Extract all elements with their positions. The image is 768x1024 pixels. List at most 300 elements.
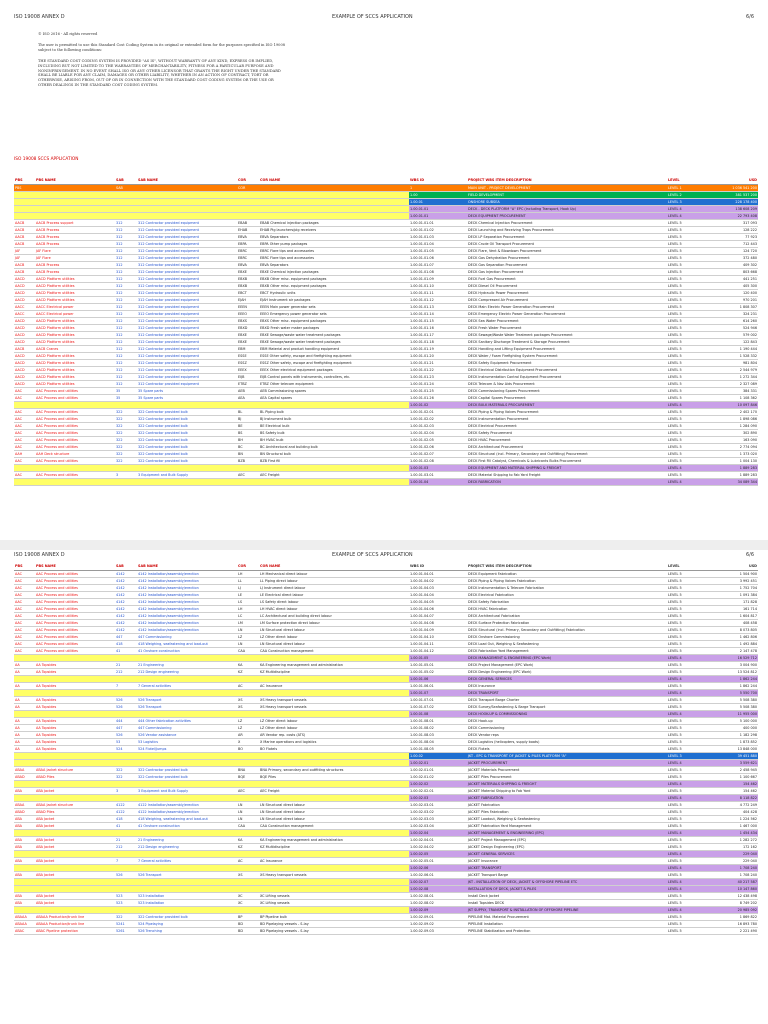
cell-wbs-id: 1.00.02.09.02 [409, 921, 467, 928]
cell-wbs-description: DECK Electrical Procurement [467, 423, 667, 430]
cell-level: LEVEL 5 [667, 437, 707, 444]
cell-cor-name: EEEO Emergency power generator sets [259, 311, 409, 318]
cell-cor: EJAH [237, 297, 259, 304]
cell-wbs-id: 1.00.01.01.09 [409, 276, 467, 283]
cell-pbs-name: AAC Process and utilities [35, 388, 115, 395]
cell-sab-name: 21 Engineering [137, 837, 237, 844]
cell-cor-name: KA Engineering management and administration [259, 837, 409, 844]
cell-wbs-description: DECK Commissioning Spares Procurement [467, 388, 667, 395]
cell-wbs-description: MAIN UNIT - PROJECT DEVELOPMENT [467, 185, 667, 192]
table-row [14, 297, 758, 304]
cell-sab: 312 [115, 332, 137, 339]
table-row [14, 444, 758, 451]
table-row [14, 893, 758, 900]
cell-cor-name: EEEX Other electrical equipment packages [259, 367, 409, 374]
cell-cor-name: BN Structural bulk [259, 451, 409, 458]
cell-sab-name: 4142 Installation/assembly/erection [137, 613, 237, 620]
cell-pbs [14, 402, 35, 409]
cell-level: LEVEL 5 [667, 662, 707, 669]
cell-pbs-name: ABAA Jacket structure [35, 767, 115, 774]
cell-level: LEVEL 5 [667, 697, 707, 704]
section-title: ISO 19008 SCCS APPLICATION [14, 157, 79, 162]
cell-pbs-name: AACD Platform utilities [35, 332, 115, 339]
column-header-cor: COR [237, 176, 259, 185]
cell-cor-name: BNA Primary, secondary and outfitting structures [259, 767, 409, 774]
cell-cor [237, 865, 259, 872]
cell-wbs-id: 1.00.01.01.03 [409, 234, 467, 241]
column-header-cor: COR [237, 562, 259, 571]
table-header-row [14, 562, 758, 571]
table-row [14, 753, 758, 760]
cell-pbs [14, 830, 35, 837]
cell-cor [237, 711, 259, 718]
cell-level: LEVEL 5 [667, 893, 707, 900]
cell-wbs-description: Install Topsides DECK [467, 900, 667, 907]
table-row [14, 676, 758, 683]
cell-cor [237, 690, 259, 697]
cell-usd: 8 073 805 [707, 627, 758, 634]
cell-usd: 2 402 170 [707, 409, 758, 416]
table-row [14, 921, 758, 928]
cell-usd: 1 373 020 [707, 451, 758, 458]
cell-level: LEVEL 5 [667, 318, 707, 325]
cell-wbs-description: DECK Compressed Air Procurement [467, 297, 667, 304]
cell-wbs-id: 1.00.01.04.01 [409, 571, 467, 578]
cell-cor [237, 655, 259, 662]
table-row [14, 360, 758, 367]
cell-cor: LM [237, 620, 259, 627]
cell-level: LEVEL 5 [667, 606, 707, 613]
cell-cor [237, 465, 259, 472]
cell-pbs: AAC [14, 416, 35, 423]
cell-sab-name [137, 851, 237, 858]
cell-level: LEVEL 5 [667, 227, 707, 234]
cell-wbs-id: 1.00.01.02.02 [409, 416, 467, 423]
cell-cor-name: EBM Material and product handling equipment [259, 346, 409, 353]
cell-cor-name: KA Engineering management and administration [259, 662, 409, 669]
cell-cor-name [259, 781, 409, 788]
cell-wbs-id: 1.00.02.09 [409, 907, 467, 914]
cell-cor: LN [237, 641, 259, 648]
cell-wbs-id: 1.00.01.04.07 [409, 613, 467, 620]
cell-pbs: AAC [14, 437, 35, 444]
cell-pbs-name: AAC Process and utilities [35, 620, 115, 627]
table-row [14, 395, 758, 402]
cell-wbs-description: DECK Material Shipping to Fab Yard Freight [467, 472, 667, 479]
cell-cor-name: LM Surface protection direct labour [259, 620, 409, 627]
cell-pbs: AA [14, 725, 35, 732]
cell-wbs-id: 1.00.01.06.01 [409, 683, 467, 690]
cell-pbs: AACB [14, 262, 35, 269]
cell-sab-name [137, 199, 237, 206]
copyright-line: © ISO 2016 - All rights reserved [38, 32, 98, 36]
cell-sab: 312 [115, 381, 137, 388]
cell-wbs-description: DECK GENERAL SERVICES [467, 676, 667, 683]
cell-sab: 21 [115, 837, 137, 844]
cell-cor [237, 192, 259, 199]
cell-wbs-description: DECK EQUIPMENT AND MATERIAL SHIPPING & FREIGHT [467, 465, 667, 472]
cell-cor-name: BJ Instrument bulk [259, 416, 409, 423]
column-header-level: LEVEL [667, 562, 707, 571]
cell-sab: 322 [115, 451, 137, 458]
cell-cor: EBCT [237, 290, 259, 297]
cell-pbs-name [35, 830, 115, 837]
cell-usd: 171 828 [707, 599, 758, 606]
cell-cor-name [259, 199, 409, 206]
cell-sab-name: 4142 Installation/assembly/erection [137, 606, 237, 613]
cell-pbs-name: AACD Platform utilities [35, 360, 115, 367]
cell-wbs-id: 1.00.01.04 [409, 479, 467, 486]
cell-pbs: AAC [14, 592, 35, 599]
table-row [14, 900, 758, 907]
cell-wbs-description: DECK EQUIPMENT PROCUREMENT [467, 213, 667, 220]
disclaimer-text: THE STANDARD COST CODING SYSTEM IS PROVIDED "AS IS", WITHOUT WARRANTY OF ANY KIND, EXPRESS OR IMPLIED, INCLUDING BUT NOT LIMITED TO THE WARRANTIES OF MERCHANTABILITY, FITNESS FOR A PARTICULAR PURPOSE AND NONINFRINGEMENT. IN NO EVENT SHALL ISO OR ANY OTHER LICENSOR THAT GRANTS THE RIGHT UNDER THE STANDARD SHALL BE LIABLE FOR ANY CLAIM, DAMAGES OR OTHER LIABILITY, WHETHER IN AN ACTION OF CONTRACT, TORT OR OTHERWISE, ARISING FROM, OUT OF OR IN CONNECTION WITH THE STANDARD COST CODING SYSTEM OR THE USE OR OTHER DEALINGS IN THE STANDARD COST CODING SYSTEM. [38, 58, 281, 88]
cell-cor: AR [237, 732, 259, 739]
cell-pbs-name: AAC Process and utilities [35, 606, 115, 613]
cell-cor: AEB [237, 388, 259, 395]
cell-cor: KZ [237, 844, 259, 851]
cell-wbs-description: JACKET Piles Procurement [467, 774, 667, 781]
cell-wbs-description: DECK HOOK-UP & COMMISSIONING [467, 711, 667, 718]
cell-wbs-id: 1.00.02.04 [409, 830, 467, 837]
cell-cor-name: EBRC Flare tips and accessories [259, 248, 409, 255]
cell-cor-name: LS Safety direct labour [259, 599, 409, 606]
cell-wbs-description: DECK Diesel Oil Procurement [467, 283, 667, 290]
cell-level: LEVEL 4 [667, 479, 707, 486]
cell-wbs-id: 1.00.02.08.01 [409, 893, 467, 900]
cell-pbs: PBS [14, 185, 35, 192]
cell-cor: EHAB [237, 227, 259, 234]
cell-wbs-description: FIELD DEVELOPMENT [467, 192, 667, 199]
table-row [14, 613, 758, 620]
cell-cor-name [259, 851, 409, 858]
table-row [14, 620, 758, 627]
cell-cor-name: BQE Piles [259, 774, 409, 781]
cell-cor: CAA [237, 648, 259, 655]
cell-pbs [14, 465, 35, 472]
cell-wbs-id: 1.00.02.03.01 [409, 802, 467, 809]
cell-cor-name [259, 886, 409, 893]
cell-cor [237, 851, 259, 858]
cell-pbs: AAC [14, 430, 35, 437]
cell-wbs-id: 1.00.02 [409, 753, 467, 760]
cell-wbs-description: JACKET Insurance [467, 858, 667, 865]
cell-wbs-id: 1.00.01.01 [409, 213, 467, 220]
table-row [14, 220, 758, 227]
cell-cor: EEEO [237, 311, 259, 318]
cell-wbs-id: 1.00.02.05.01 [409, 858, 467, 865]
cell-usd: 1 492 884 [707, 641, 758, 648]
cell-sab-name: 4142 Installation/assembly/erection [137, 592, 237, 599]
cell-pbs-name: AACD Platform utilities [35, 353, 115, 360]
cell-pbs-name: AAC Process and utilities [35, 613, 115, 620]
cell-cor-name [259, 479, 409, 486]
cell-wbs-id: 1.00.01.04.02 [409, 578, 467, 585]
table-row [14, 606, 758, 613]
table-header-row [14, 176, 758, 185]
cell-usd: 1 284 090 [707, 423, 758, 430]
cell-level: LEVEL 5 [667, 704, 707, 711]
cell-usd: 579 002 [707, 332, 758, 339]
table-row [14, 830, 758, 837]
cell-cor [237, 795, 259, 802]
cell-sab-name: 523 Installation [137, 893, 237, 900]
cell-sab: 41 [115, 823, 137, 830]
cell-usd: 2 774 094 [707, 444, 758, 451]
cell-level: LEVEL 5 [667, 816, 707, 823]
cell-sab-name: 212 Design engineering [137, 669, 237, 676]
cell-wbs-id: 1.00.02.07 [409, 879, 467, 886]
column-header-sab: SAB [115, 562, 137, 571]
cell-sab: 312 [115, 269, 137, 276]
cell-pbs-name: ABA Jacket [35, 844, 115, 851]
cell-cor [237, 676, 259, 683]
cell-sab [115, 199, 137, 206]
cell-pbs-name: AA Topsides [35, 704, 115, 711]
cell-sab [115, 781, 137, 788]
cell-cor-name: EEEN Main power generator sets [259, 304, 409, 311]
cell-cor-name: BD Pipelaying vessels - S-lay [259, 921, 409, 928]
cell-wbs-description: DECK MANAGEMENT & ENGINEERING (EPC Work) [467, 655, 667, 662]
cell-cor: AEC [237, 472, 259, 479]
cell-pbs: AACB [14, 241, 35, 248]
cell-usd: 408 458 [707, 620, 758, 627]
cell-pbs: AACB [14, 346, 35, 353]
cell-wbs-id: 1.00.01.01.13 [409, 304, 467, 311]
cell-level: LEVEL 5 [667, 634, 707, 641]
cell-wbs-description: JKT SUPPLY, TRANSPORT & INSTALLATION OF OFFSHORE PIPELINE [467, 907, 667, 914]
cell-sab: 526 [115, 704, 137, 711]
cell-pbs-name: AACD Platform utilities [35, 325, 115, 332]
cell-sab-name [137, 402, 237, 409]
cell-pbs: AAC [14, 641, 35, 648]
cell-cor-name [259, 830, 409, 837]
cell-wbs-description: DECK Instrumentation & Telecom Fabrication [467, 585, 667, 592]
cell-usd: 1 808 307 [707, 304, 758, 311]
cell-cor: CAA [237, 823, 259, 830]
cell-sab-name: 312 Contractor provided equipment [137, 311, 237, 318]
cell-usd: 1 462 806 [707, 634, 758, 641]
cell-cor: ESSZ [237, 360, 259, 367]
cell-pbs: AAC [14, 599, 35, 606]
cell-cor: EIJB [237, 374, 259, 381]
cell-pbs: ABAA [14, 767, 35, 774]
cell-sab-name: 322 Contractor provided bulk [137, 437, 237, 444]
cell-cor: LS [237, 599, 259, 606]
document-page-2 [0, 550, 768, 1024]
table-row [14, 318, 758, 325]
cell-pbs-name: AACB Process [35, 227, 115, 234]
table-row [14, 718, 758, 725]
cell-cor [237, 199, 259, 206]
cell-pbs-name: AAC Process and utilities [35, 395, 115, 402]
table-row [14, 697, 758, 704]
cell-sab: 447 [115, 634, 137, 641]
cell-sab-name: 35 Spare parts [137, 395, 237, 402]
cell-cor: EBXB [237, 283, 259, 290]
cell-wbs-id: 1.00.02.03.04 [409, 823, 467, 830]
cell-cor: LN [237, 816, 259, 823]
cell-level: LEVEL 5 [667, 571, 707, 578]
cell-pbs: AACD [14, 325, 35, 332]
cell-level: LEVEL 5 [667, 718, 707, 725]
cell-wbs-id: 1.00.01.08.05 [409, 746, 467, 753]
cell-wbs-id: 1.00.01.01.22 [409, 367, 467, 374]
cell-level: LEVEL 5 [667, 900, 707, 907]
cell-sab-name: 312 Contractor provided equipment [137, 318, 237, 325]
cell-usd: 1 862 244 [707, 683, 758, 690]
cell-pbs-name: ABAAA Production/trunk line [35, 914, 115, 921]
table-row [14, 353, 758, 360]
cell-wbs-description: PIPELINE Stabilization and Protection [467, 928, 667, 935]
cell-cor: BD [237, 921, 259, 928]
table-row [14, 914, 758, 921]
table-row [14, 269, 758, 276]
table-row [14, 872, 758, 879]
table-row [14, 599, 758, 606]
table-row [14, 367, 758, 374]
cell-usd: 1 889 283 [707, 472, 758, 479]
table-row [14, 788, 758, 795]
cell-sab [115, 676, 137, 683]
cell-wbs-id: 1 [409, 185, 467, 192]
cell-cor-name: EJAH Instrument air packages [259, 297, 409, 304]
cell-usd: 2 327 089 [707, 381, 758, 388]
cell-wbs-id: 1.00.01.01 [409, 206, 467, 213]
cell-usd: 1 091 384 [707, 592, 758, 599]
cell-sab [115, 192, 137, 199]
cell-cor-name: EBXE Sewage/waste water treatment packages [259, 332, 409, 339]
cell-pbs: AAC [14, 571, 35, 578]
cell-sab-name: 312 Contractor provided equipment [137, 227, 237, 234]
cell-usd: 2 458 945 [707, 767, 758, 774]
cell-wbs-id: 1.00.02.01 [409, 760, 467, 767]
cell-sab-name: 322 Contractor provided bulk [137, 444, 237, 451]
cell-cor-name: LZ Other direct labour [259, 718, 409, 725]
table-row [14, 255, 758, 262]
cell-pbs-name: AAH Deck structure [35, 451, 115, 458]
cell-pbs-name: ABA Jacket [35, 893, 115, 900]
table-row [14, 339, 758, 346]
cell-cor-name [259, 711, 409, 718]
cell-sab-name [137, 711, 237, 718]
cell-sab: 35 [115, 395, 137, 402]
cell-level: LEVEL 5 [667, 430, 707, 437]
cell-level: LEVEL 5 [667, 837, 707, 844]
cell-usd: 400 000 [707, 725, 758, 732]
table-row [14, 816, 758, 823]
cell-cor-name: LZ Other direct labour [259, 634, 409, 641]
cell-sab-name: 322 Contractor provided bulk [137, 458, 237, 465]
cell-pbs: AACC [14, 311, 35, 318]
cell-pbs-name: AAC Process and utilities [35, 458, 115, 465]
cell-usd: 1 272 344 [707, 374, 758, 381]
cell-usd: 614 260 [707, 318, 758, 325]
cell-wbs-description: DECK - DECK PLATFORM "A" EPC (including Transport, Hook Up) [467, 206, 667, 213]
cell-level: LEVEL 5 [667, 802, 707, 809]
cell-sab: 7 [115, 683, 137, 690]
cell-wbs-description: DECK Water / Foam Firefighting System Procurement [467, 353, 667, 360]
cell-pbs-name: AA Topsides [35, 739, 115, 746]
cell-pbs [14, 192, 35, 199]
cell-pbs-name: AACD Platform utilities [35, 374, 115, 381]
cell-usd: 1 604 817 [707, 613, 758, 620]
cell-wbs-id: 1.00.02.06 [409, 865, 467, 872]
cell-sab: 21 [115, 662, 137, 669]
cell-wbs-description: DECK Equipment Fabrication [467, 571, 667, 578]
cell-pbs-name: ABA Jacket [35, 858, 115, 865]
cell-usd: 1 504 900 [707, 571, 758, 578]
cell-wbs-description: DECK Telecom & Nav Aids Procurement [467, 381, 667, 388]
cell-pbs-name [35, 781, 115, 788]
cell-usd: 1 869 822 [707, 914, 758, 921]
cell-wbs-id: 1.00.01.02.03 [409, 423, 467, 430]
cell-wbs-description: DECK Surface Protection Fabrication [467, 620, 667, 627]
cell-level: LEVEL 5 [667, 325, 707, 332]
cell-sab-name: 322 Contractor provided bulk [137, 774, 237, 781]
cell-wbs-description: PIPELINE Installation [467, 921, 667, 928]
cell-wbs-id: 1.00.01.01.12 [409, 297, 467, 304]
table-row [14, 634, 758, 641]
cell-level: LEVEL 5 [667, 732, 707, 739]
column-header-cor-name: COR NAME [259, 176, 409, 185]
cell-wbs-description: DECK Sanitary Discharge Treatment & Storage Procurement [467, 339, 667, 346]
cell-sab: 212 [115, 669, 137, 676]
cell-wbs-description: JACKET Project Management (EPC) [467, 837, 667, 844]
cell-wbs-description: JACKET TRANSPORT [467, 865, 667, 872]
cell-level: LEVEL 5 [667, 928, 707, 935]
cell-pbs-name: AACB Cranes [35, 346, 115, 353]
cell-wbs-description: DECK Structural (incl. Primary, Secondary and Outfitting) Fabrication [467, 627, 667, 634]
table-row [14, 739, 758, 746]
cell-wbs-description: DECK Safety Procurement [467, 430, 667, 437]
cell-level: LEVEL 3 [667, 753, 707, 760]
cell-usd: 1 708 240 [707, 872, 758, 879]
cell-pbs-name: AAC Process and utilities [35, 578, 115, 585]
cell-wbs-id: 1.00.01 [409, 199, 467, 206]
cell-cor-name: XS Heavy transport vessels [259, 704, 409, 711]
cell-wbs-id: 1.00.01.08.01 [409, 718, 467, 725]
cell-sab-name [137, 676, 237, 683]
cell-cor: KA [237, 837, 259, 844]
cell-cor-name: EBVA Separators [259, 234, 409, 241]
cell-cor: EBM [237, 346, 259, 353]
table-row [14, 669, 758, 676]
cell-usd: 40 217 587 [707, 879, 758, 886]
cell-sab-name: 312 Contractor provided equipment [137, 297, 237, 304]
cell-sab: 312 [115, 311, 137, 318]
cell-cor [237, 879, 259, 886]
cell-wbs-id: 1.00.01.01.05 [409, 248, 467, 255]
cell-sab: 322 [115, 416, 137, 423]
cell-pbs-name [35, 753, 115, 760]
cell-wbs-id: 1.00.01.03.01 [409, 472, 467, 479]
cell-cor: EBXE [237, 339, 259, 346]
cell-cor: COR [237, 185, 259, 192]
cell-cor-name [259, 690, 409, 697]
cell-level: LEVEL 5 [667, 311, 707, 318]
table-row [14, 711, 758, 718]
cell-cor-name [259, 185, 409, 192]
cell-sab-name [137, 830, 237, 837]
cell-sab-name: 4142 Installation/assembly/erection [137, 627, 237, 634]
table-row [14, 451, 758, 458]
table-row [14, 241, 758, 248]
cell-level: LEVEL 5 [667, 444, 707, 451]
legal-notice [38, 32, 286, 94]
cell-pbs-name: AACC Electrical power [35, 311, 115, 318]
cell-sab-name: 418 Weighing, seafastening and load-out [137, 641, 237, 648]
